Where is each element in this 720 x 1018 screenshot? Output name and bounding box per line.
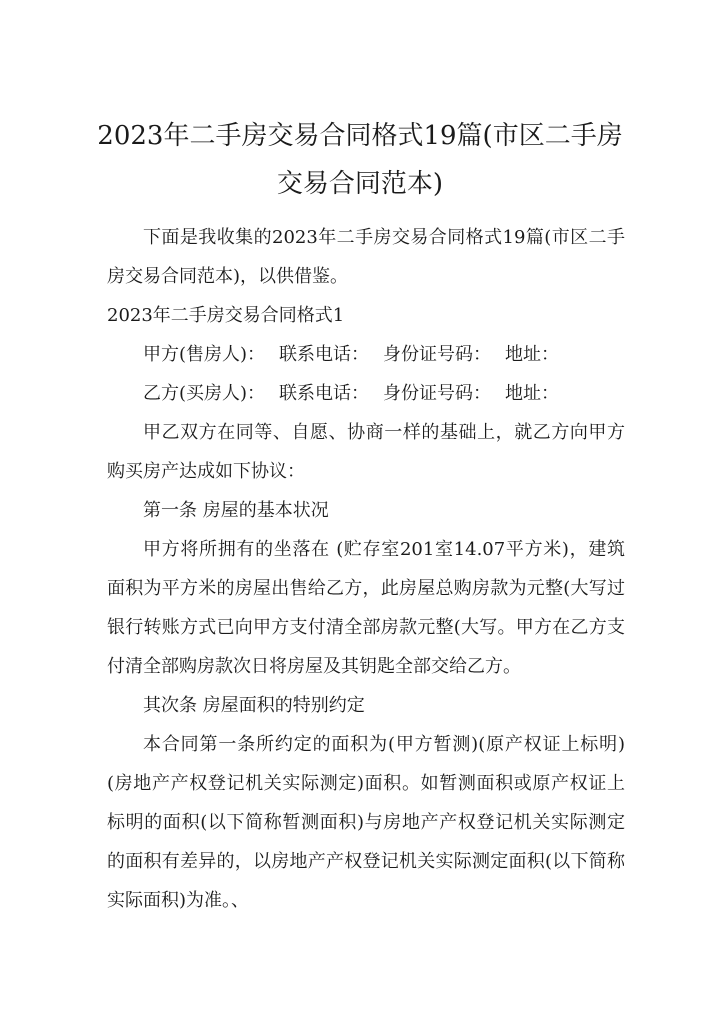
article-2-text: 本合同第一条所约定的面积为(甲方暂测)(原产权证上标明)(房地产产权登记机关实际测定)面积。如暂测面积或原产权证上标明的面积(以下简称暂测面积)与房地产产权登记机关实际测定的面积有差异的，以房地产产权登记机关实际测定面积(以下简称实际面积)为准。、: [107, 734, 625, 911]
document-title: 2023年二手房交易合同格式19篇(市区二手房交易合同范本): [97, 121, 623, 199]
intro-paragraph: 下面是我收集的2023年二手房交易合同格式19篇(市区二手房交易合同范本)，以供借鉴。: [107, 227, 625, 287]
article-1-title: 第一条 房屋的基本状况: [143, 500, 329, 521]
party-b-line: [107, 374, 625, 413]
party-a-line: [107, 335, 625, 374]
article-1-text: 甲方将所拥有的坐落在 (贮存室201室14.07平方米)，建筑面积为平方米的房屋出售给乙方，此房屋总购房款为元整(大写过银行转账方式已向甲方支付清全部房款元整(大写。甲方在乙方支付清全部购房款次日将房屋及其钥匙全部交给乙方。: [107, 539, 625, 677]
party-b-address-label: 地址：: [505, 383, 560, 404]
agreement-paragraph: 甲乙双方在同等、自愿、协商一样的基础上，就乙方向甲方购买房产达成如下协议：: [107, 422, 625, 482]
party-a-address-label: 地址：: [505, 344, 560, 365]
party-a-id-label: 身份证号码：: [383, 344, 492, 365]
article-2-title: 其次条 房屋面积的特别约定: [143, 695, 365, 716]
party-a-phone-label: 联系电话：: [279, 344, 370, 365]
document-body: [107, 218, 625, 920]
party-b-id-label: 身份证号码：: [383, 383, 492, 404]
party-b-label: 乙方(买房人)：: [143, 383, 266, 404]
party-a-label: 甲方(售房人)：: [143, 344, 266, 365]
section-heading: 2023年二手房交易合同格式1: [107, 305, 345, 326]
party-b-phone-label: 联系电话：: [279, 383, 370, 404]
